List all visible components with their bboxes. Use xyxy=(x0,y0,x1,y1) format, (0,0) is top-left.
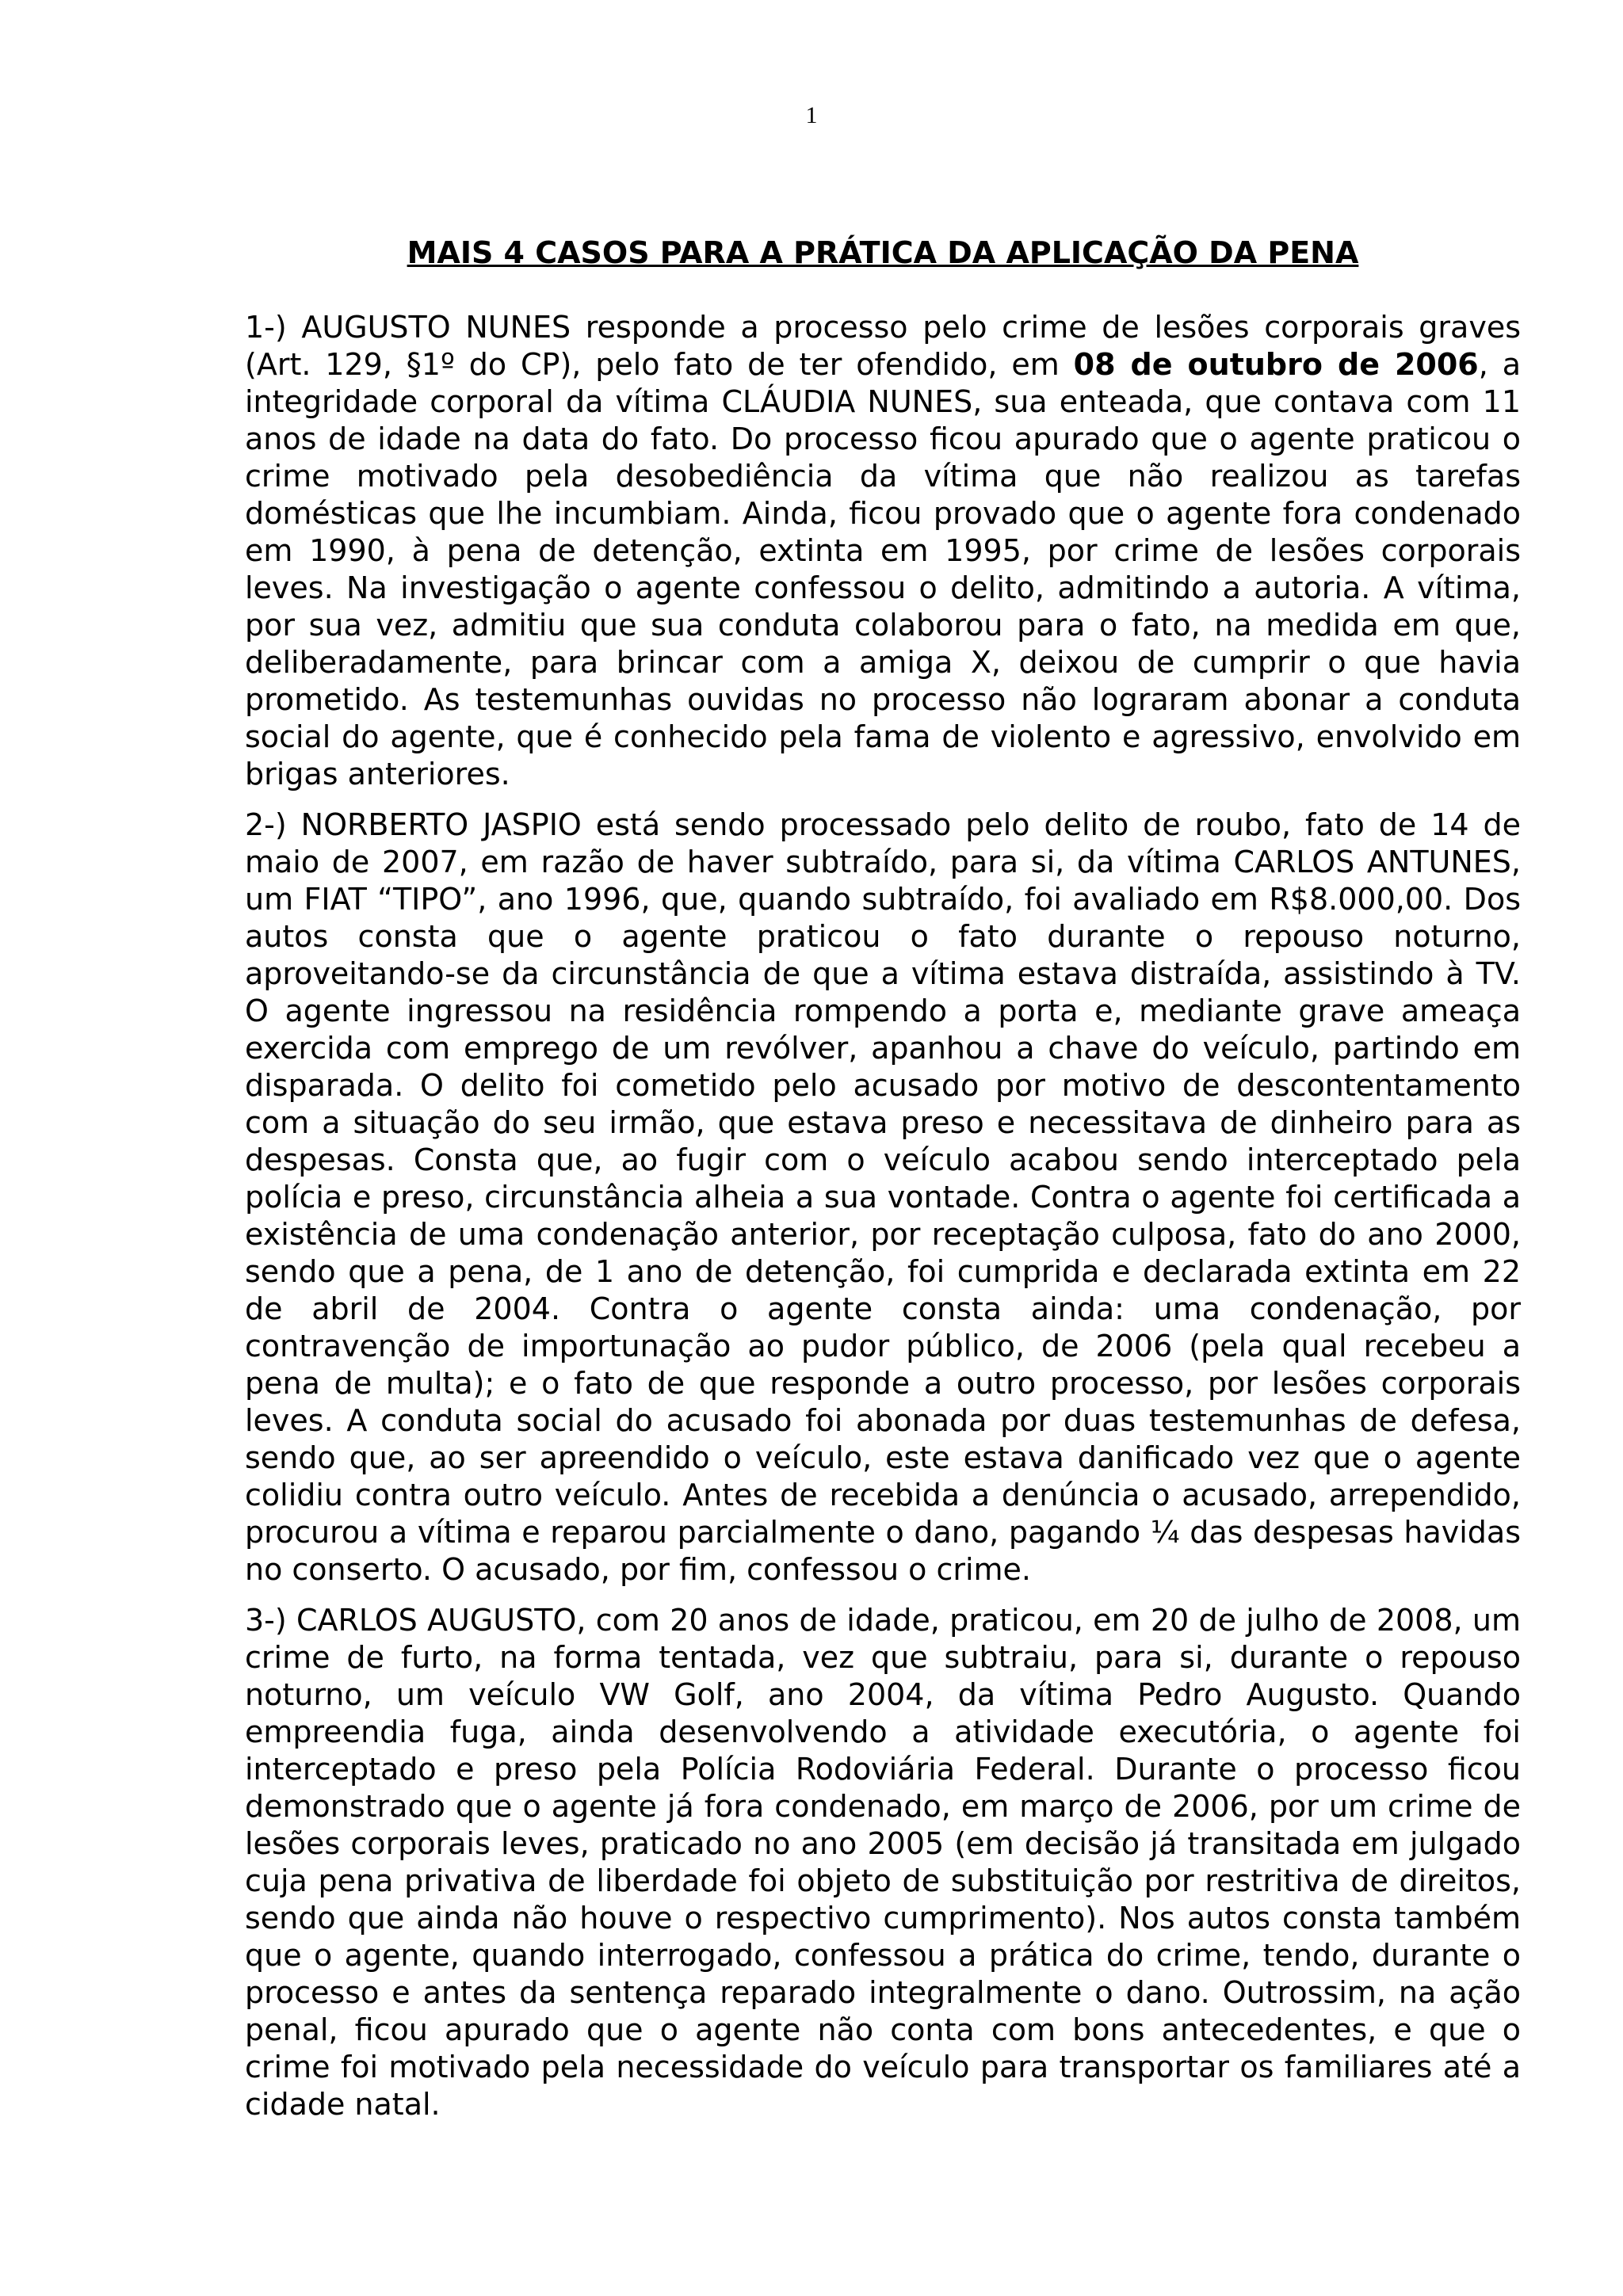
document-body xyxy=(245,235,1521,2137)
case-2-paragraph: 2-) NORBERTO JASPIO está sendo processado pelo delito de roubo, fato de 14 de maio de 2007, em razão de haver subtraído, para si, da vítima CARLOS ANTUNES, um FIAT “TIPO”, ano 1996, que, quando subtraído, foi avaliado em R$8.000,00. Dos autos consta que o agente praticou o fato durante o repouso noturno, aproveitando-se da circunstância de que a vítima estava distraída, assistindo à TV. O agente ingressou na residência rompendo a porta e, mediante grave ameaça exercida com emprego de um revólver, apanhou a chave do veículo, partindo em disparada. O delito foi cometido pelo acusado por motivo de descontentamento com a situação do seu irmão, que estava preso e necessitava de dinheiro para as despesas. Consta que, ao fugir com o veículo acabou sendo interceptado pela polícia e preso, circunstância alheia a sua vontade. Contra o agente foi certificada a existência de uma condenação anterior, por receptação culposa, fato do ano 2000, sendo que a pena, de 1 ano de detenção, foi cumprida e declarada extinta em 22 de abril de 2004. Contra o agente consta ainda: uma condenação, por contravenção de importunação ao pudor público, de 2006 (pela qual recebeu a pena de multa); e o fato de que responde a outro processo, por lesões corporais leves. A conduta social do acusado foi abonada por duas testemunhas de defesa, sendo que, ao ser apreendido o veículo, este estava danificado vez que o agente colidiu contra outro veículo. Antes de recebida a denúncia o acusado, arrependido, procurou a vítima e reparou parcialmente o dano, pagando ¼ das despesas havidas no conserto. O acusado, por fim, confessou o crime. xyxy=(245,807,1521,1587)
case-1-paragraph xyxy=(245,309,1521,793)
case-1-text-start: 1-) AUGUSTO NUNES responde a processo pelo crime de lesões corporais graves (Art. 129, §1º do CP), pelo fato de ter ofendido, em xyxy=(245,310,1521,382)
page-number: 1 xyxy=(805,102,818,128)
case-1-date: 08 de outubro de 2006 xyxy=(1073,347,1479,382)
document-title: MAIS 4 CASOS PARA A PRÁTICA DA APLICAÇÃO DA PENA xyxy=(407,235,1359,270)
case-1-text-end: , a integridade corporal da vítima CLÁUDIA NUNES, sua enteada, que contava com 11 anos de idade na data do fato. Do processo ficou apurado que o agente praticou o crime motivado pela desobediência da vítima que não realizou as tarefas domésticas que lhe incumbiam. Ainda, ficou provado que o agente fora condenado em 1990, à pena de detenção, extinta em 1995, por crime de lesões corporais leves. Na investigação o agente confessou o delito, admitindo a autoria. A vítima, por sua vez, admitiu que sua conduta colaborou para o fato, na medida em que, deliberadamente, para brincar com a amiga X, deixou de cumprir o que havia prometido. As testemunhas ouvidas no processo não lograram abonar a conduta social do agente, que é conhecido pela fama de violento e agressivo, envolvido em brigas anteriores. xyxy=(245,347,1521,791)
case-3-paragraph: 3-) CARLOS AUGUSTO, com 20 anos de idade, praticou, em 20 de julho de 2008, um crime de furto, na forma tentada, vez que subtraiu, para si, durante o repouso noturno, um veículo VW Golf, ano 2004, da vítima Pedro Augusto. Quando empreendia fuga, ainda desenvolvendo a atividade executória, o agente foi interceptado e preso pela Polícia Rodoviária Federal. Durante o processo ficou demonstrado que o agente já fora condenado, em março de 2006, por um crime de lesões corporais leves, praticado no ano 2005 (em decisão já transitada em julgado cuja pena privativa de liberdade foi objeto de substituição por restritiva de direitos, sendo que ainda não houve o respectivo cumprimento). Nos autos consta também que o agente, quando interrogado, confessou a prática do crime, tendo, durante o processo e antes da sentença reparado integralmente o dano. Outrossim, na ação penal, ficou apurado que o agente não conta com bons antecedentes, e que o crime foi motivado pela necessidade do veículo para transportar os familiares até a cidade natal. xyxy=(245,1603,1521,2122)
